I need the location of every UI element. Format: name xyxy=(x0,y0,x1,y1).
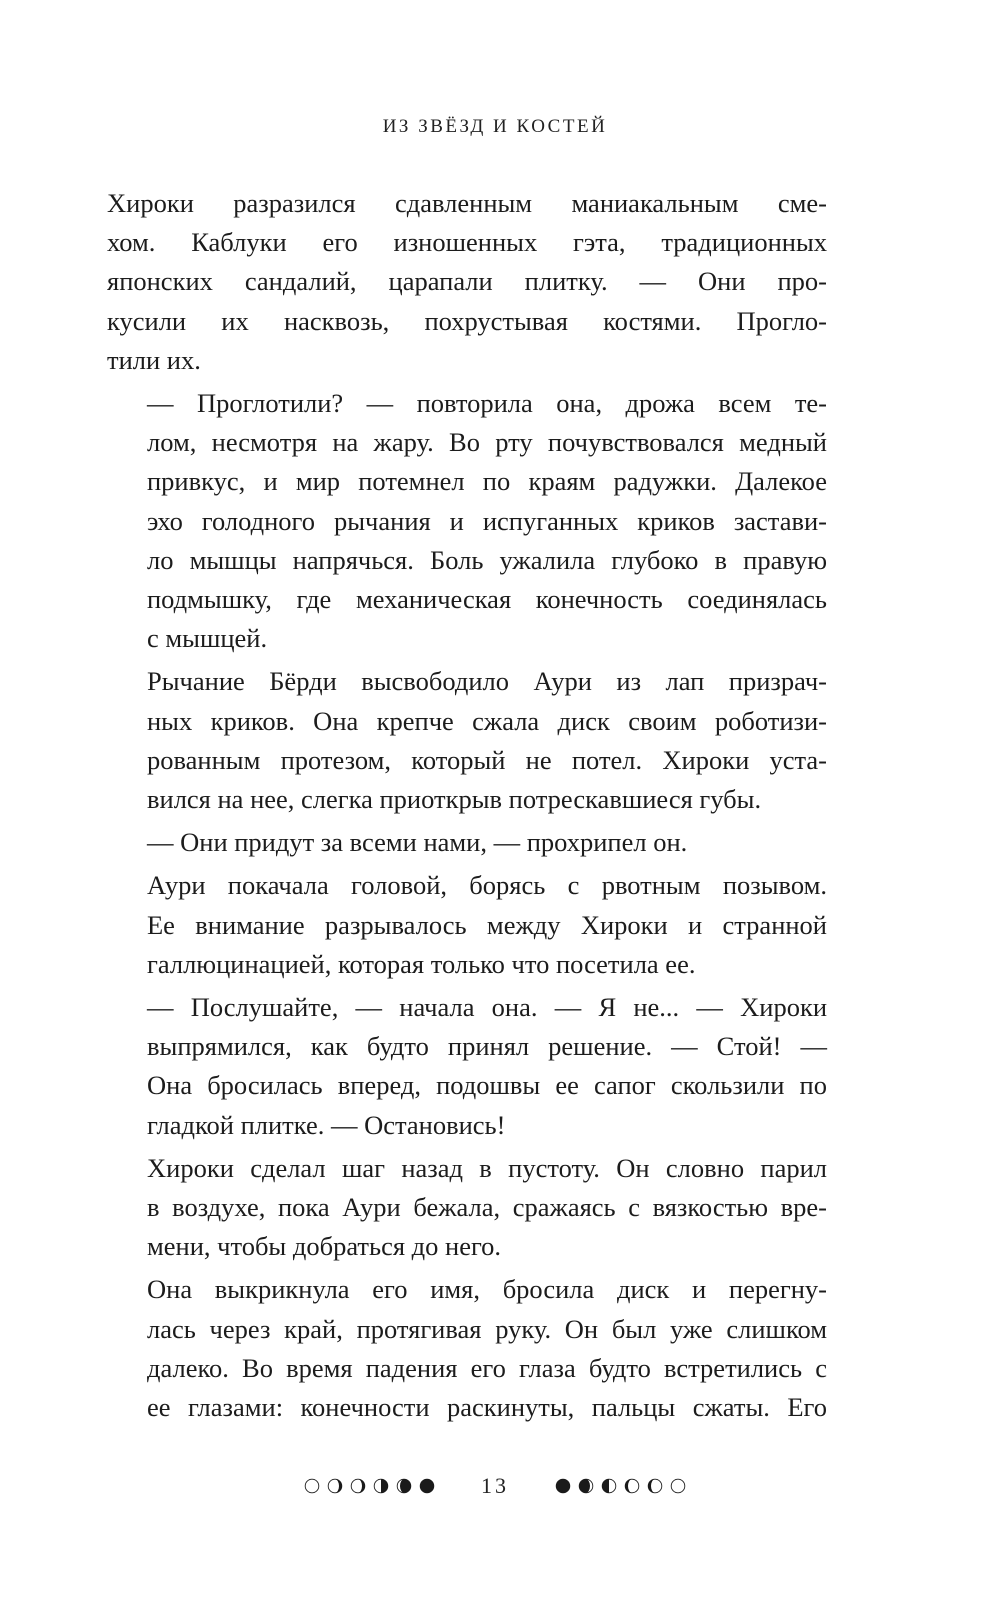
moon-phase-ornament-right xyxy=(555,1478,686,1494)
page-number: 13 xyxy=(481,1473,509,1498)
paragraph xyxy=(107,866,827,984)
waning-gibbous-icon xyxy=(578,1478,594,1494)
paragraph xyxy=(107,988,827,1145)
text-line: в воздухе, пока Аури бежала, сражаясь с вязкостью вре- xyxy=(147,1192,827,1223)
full-moon-icon xyxy=(555,1478,571,1494)
text-line: мени, чтобы добраться до него. xyxy=(147,1231,502,1262)
text-line: ло мышцы напрячься. Боль ужалила глубоко в правую xyxy=(147,544,827,575)
text-line: Она выкрикнула его имя, бросила диск и перегну- xyxy=(147,1274,827,1305)
paragraph xyxy=(107,662,827,819)
paragraph xyxy=(107,184,827,380)
text-line: лом, несмотря на жару. Во рту почувствовался медный xyxy=(147,427,827,458)
text-line: Ее внимание разрывалось между Хироки и странной xyxy=(147,909,827,940)
text-line: кусили их насквозь, похрустывая костями. Прогло- xyxy=(107,305,827,336)
paragraph xyxy=(107,823,827,862)
text-line: ее глазами: конечности раскинуты, пальцы сжаты. Его xyxy=(147,1392,827,1423)
text-line: японских сандалий, царапали плитку. — Они про- xyxy=(107,266,827,297)
text-line: — Они придут за всеми нами, — прохрипел он. xyxy=(147,827,688,858)
text-line: выпрямился, как будто принял решение. — Стой! — xyxy=(147,1031,827,1062)
text-line: — Послушайте, — начала она. — Я не... — Хироки xyxy=(147,992,827,1023)
text-line: далеко. Во время падения его глаза будто встретились с xyxy=(147,1352,827,1383)
text-line: рованным протезом, который не потел. Хироки уста- xyxy=(147,744,827,775)
full-moon-icon xyxy=(419,1478,435,1494)
text-line: Аури покачала головой, борясь с рвотным позывом. xyxy=(147,870,827,901)
page-footer xyxy=(0,1466,990,1506)
text-line: галлюцинацией, которая только что посетила ее. xyxy=(147,948,696,979)
text-line: Она бросилась вперед, подошвы ее сапог скользили по xyxy=(147,1070,827,1101)
text-line: гладкой плитке. — Остановись! xyxy=(147,1109,506,1140)
waning-crescent-icon xyxy=(624,1478,640,1494)
moon-phase-ornament-left xyxy=(304,1478,435,1494)
paragraph xyxy=(107,384,827,658)
new-moon-icon xyxy=(670,1478,686,1494)
text-line: вился на нее, слегка приоткрыв потрескавшиеся губы. xyxy=(147,784,762,815)
body-text xyxy=(107,184,827,1431)
text-line: Хироки разразился сдавленным маниакальным сме- xyxy=(107,188,827,218)
text-line: лась через край, протягивая руку. Он был уже слишком xyxy=(147,1313,827,1344)
text-line: Рычание Бёрди высвободило Аури из лап призрач- xyxy=(147,666,827,697)
text-line: ных криков. Она крепче сжала диск своим роботизи- xyxy=(147,705,827,736)
waxing-crescent-icon xyxy=(327,1478,343,1494)
text-line: эхо голодного рычания и испуганных криков застави- xyxy=(147,505,827,536)
text-line: хом. Каблуки его изношенных гэта, традиционных xyxy=(107,227,827,258)
new-moon-icon xyxy=(304,1478,320,1494)
paragraph xyxy=(107,1270,827,1427)
text-line: подмышку, где механическая конечность соединялась xyxy=(147,584,827,615)
waning-crescent-icon xyxy=(647,1478,663,1494)
last-quarter-icon xyxy=(601,1478,617,1494)
waxing-gibbous-icon xyxy=(396,1478,412,1494)
waxing-crescent-icon xyxy=(350,1478,366,1494)
text-line: — Проглотили? — повторила она, дрожа всем те- xyxy=(147,388,827,419)
text-line: с мышцей. xyxy=(147,623,268,654)
paragraph xyxy=(107,1149,827,1267)
text-line: привкус, и мир потемнел по краям радужки. Далекое xyxy=(147,466,827,497)
running-head: ИЗ ЗВЁЗД И КОСТЕЙ xyxy=(382,116,608,137)
text-line: тили их. xyxy=(107,344,201,375)
first-quarter-icon xyxy=(373,1478,389,1494)
text-line: Хироки сделал шаг назад в пустоту. Он словно парил xyxy=(147,1152,827,1183)
